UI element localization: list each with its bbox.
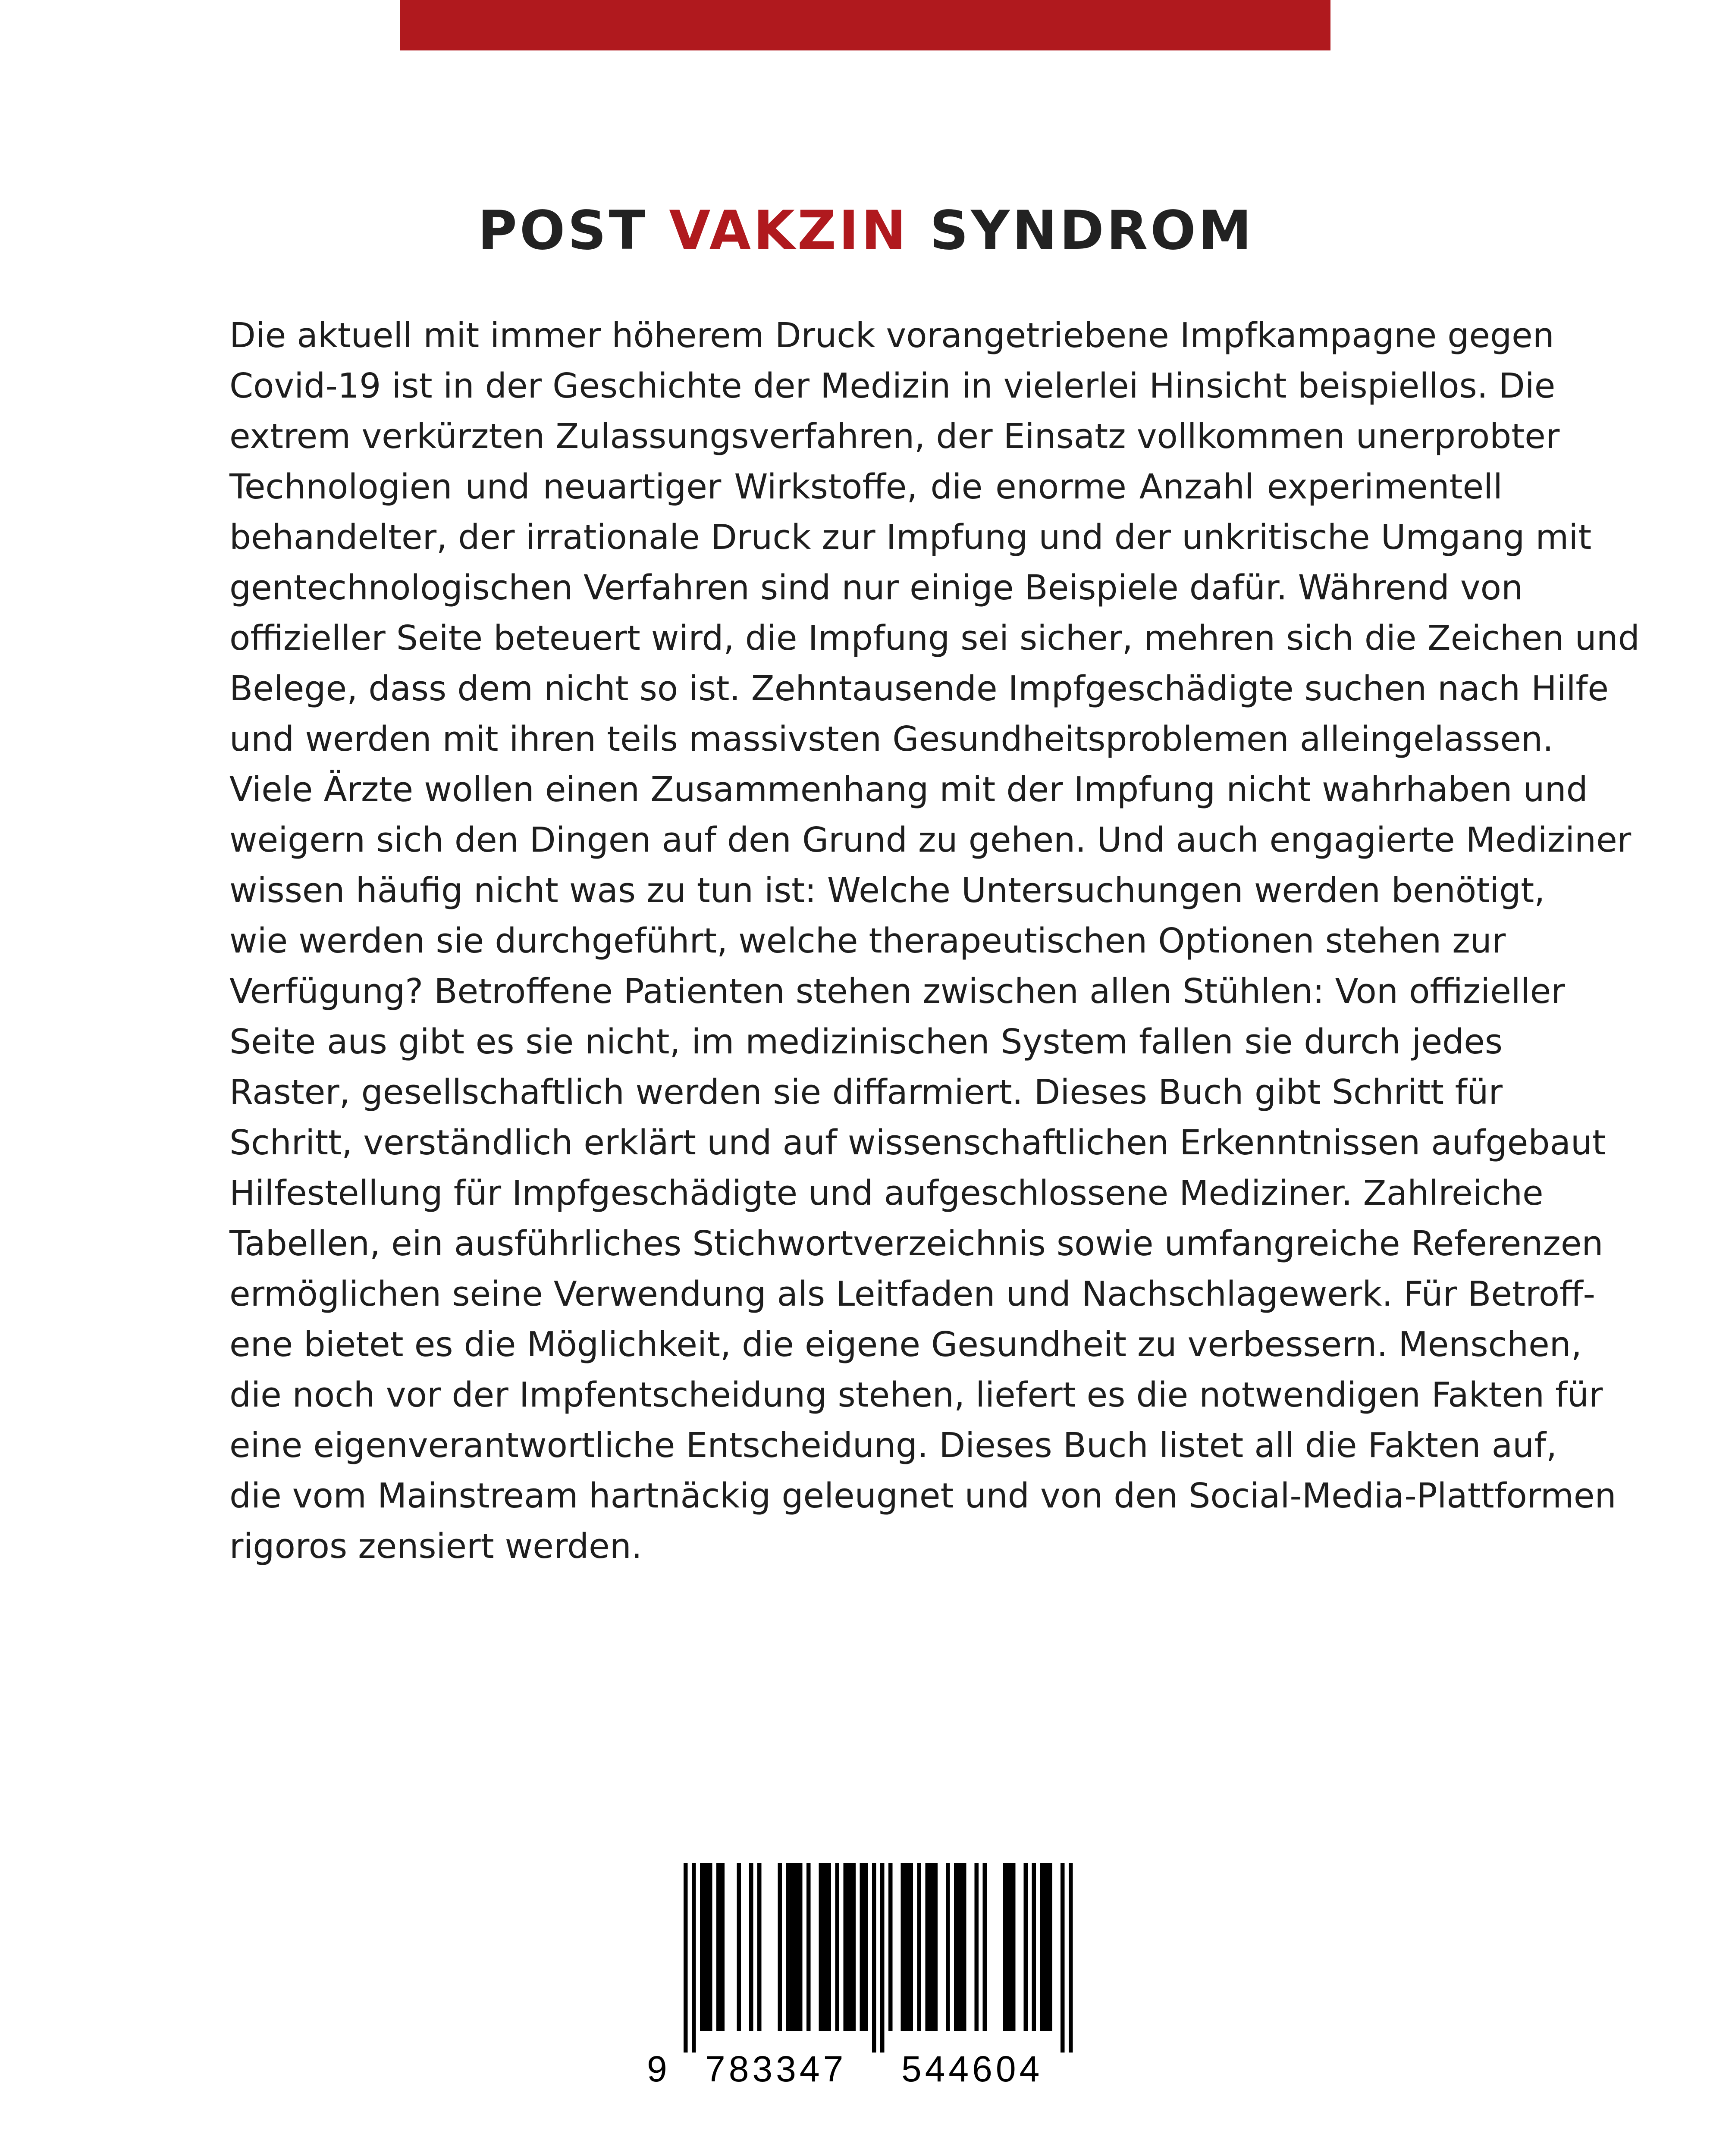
barcode-bar [704,1863,709,2031]
blurb-line: wie werden sie durchgeführt, welche therapeutischen Optionen stehen zur [229,921,1506,961]
barcode-bar [880,1863,885,2053]
blurb-line: und werden mit ihren teils massivsten Gesundheitsproblemen alleingelassen. [229,719,1554,759]
barcode-bar [794,1863,799,2031]
barcode-bar [1032,1863,1036,2031]
blurb-line: offizieller Seite beteuert wird, die Impfung sei sicher, mehren sich die Zeichen und [229,618,1640,658]
barcode-bar [1040,1863,1045,2031]
barcode-bar [929,1863,934,2031]
title-word-post: POST [477,200,648,262]
blurb-line: Hilfestellung für Impfgeschädigte und aufgeschlossene Mediziner. Zahlreiche [229,1173,1544,1213]
isbn-right-group: 544604 [901,2049,1043,2089]
barcode-bar [721,1863,725,2031]
barcode-bar [823,1863,827,2031]
top-accent-bar [400,0,1330,50]
blurb-line: rigoros zensiert werden. [229,1526,642,1566]
blurb-line: Technologien und neuartiger Wirkstoffe, die enorme Anzahl experimentell [229,467,1503,507]
barcode-bar [1011,1863,1016,2031]
barcode-bar [844,1863,848,2031]
isbn-prefix: 9 [647,2049,667,2089]
barcode-bars [647,1863,1078,2053]
barcode-bar [778,1863,782,2031]
book-title [0,196,1732,265]
blurb-line: Verfügung? Betroffene Patienten stehen zwischen allen Stühlen: Von offizieller [229,971,1565,1011]
barcode-bar [926,1863,930,2031]
blurb-line: die vom Mainstream hartnäckig geleugnet und von den Social-Media-Plattformen [229,1476,1616,1516]
barcode-bar [835,1863,840,2031]
barcode-bar [692,1863,696,2053]
blurb-line: Viele Ärzte wollen einen Zusammenhang mit der Impfung nicht wahrhaben und [229,770,1588,809]
barcode-bar [934,1863,938,2031]
title-word-syndrom: SYNDROM [929,200,1255,262]
blurb-line: Covid-19 ist in der Geschichte der Medizin in vielerlei Hinsicht beispiellos. Die [229,366,1556,406]
isbn-left-group: 783347 [705,2049,847,2089]
barcode-bar [827,1863,831,2031]
barcode-bar [708,1863,712,2031]
barcode-bar [806,1863,811,2031]
barcode-bar [786,1863,791,2031]
blurb-line: Belege, dass dem nicht so ist. Zehntausende Impfgeschädigte suchen nach Hilfe [229,669,1609,708]
blurb-line: Tabellen, ein ausführliches Stichwortverzeichnis sowie umfangreiche Referenzen [229,1224,1603,1263]
barcode-bar [975,1863,979,2031]
barcode-bar [749,1863,753,2031]
barcode-bar [1069,1863,1073,2053]
barcode-bar [700,1863,704,2031]
barcode-bar [852,1863,856,2031]
blurb-line: gentechnologischen Verfahren sind nur einige Beispiele dafür. Während von [229,568,1523,608]
barcode-bar [790,1863,794,2031]
barcode-bar [1061,1863,1065,2053]
blurb-line: extrem verkürzten Zulassungsverfahren, der Einsatz vollkommen unerprobter [229,417,1560,456]
barcode-bar [962,1863,966,2031]
barcode-bar [1003,1863,1007,2031]
blurb-line: Raster, gesellschaftlich werden sie diffarmiert. Dieses Buch gibt Schritt für [229,1072,1503,1112]
barcode-bar [1048,1863,1053,2031]
blurb-line: behandelter, der irrationale Druck zur Impfung und der unkritische Umgang mit [229,517,1592,557]
back-cover-blurb [229,310,1640,1572]
blurb-line: ene bietet es die Möglichkeit, die eigene Gesundheit zu verbessern. Menschen, [229,1325,1582,1364]
barcode-bar [684,1863,688,2053]
barcode-bar [983,1863,987,2031]
barcode-bar [946,1863,950,2031]
blurb-line: wissen häufig nicht was zu tun ist: Welche Untersuchungen werden benötigt, [229,871,1545,910]
barcode-bar [860,1863,864,2031]
barcode-bar [819,1863,823,2031]
barcode-bar [798,1863,803,2031]
isbn-barcode [647,1863,1078,2087]
barcode-bar [737,1863,741,2031]
blurb-line: Die aktuell mit immer höherem Druck vorangetriebene Impfkampagne gegen [229,316,1554,355]
blurb-line: Schritt, verständlich erklärt und auf wissenschaftlichen Erkenntnissen aufgebaut [229,1123,1606,1163]
barcode-bar [757,1863,762,2031]
blurb-line: ermöglichen seine Verwendung als Leitfaden und Nachschlagewerk. Für Betroff- [229,1274,1595,1314]
barcode-bar [901,1863,905,2031]
blurb-line: die noch vor der Impfentscheidung stehen, liefert es die notwendigen Fakten für [229,1375,1603,1415]
barcode-bar [958,1863,963,2031]
barcode-bar [847,1863,852,2031]
barcode-bar [954,1863,958,2031]
isbn-digits [647,2048,1078,2091]
barcode-bar [1007,1863,1012,2031]
blurb-line: weigern sich den Dingen auf den Grund zu gehen. Und auch engagierte Mediziner [229,820,1632,860]
blurb-line: Seite aus gibt es sie nicht, im medizinischen System fallen sie durch jedes [229,1022,1503,1062]
barcode-bar [716,1863,721,2031]
barcode-bar [909,1863,913,2031]
barcode-bar [872,1863,876,2053]
barcode-bar [888,1863,893,2031]
barcode-bar [1044,1863,1048,2031]
barcode-bar [905,1863,909,2031]
title-word-vakzin: VAKZIN [669,200,909,262]
barcode-bar [864,1863,868,2031]
barcode-bar [1024,1863,1028,2031]
blurb-line: eine eigenverantwortliche Entscheidung. Dieses Buch listet all die Fakten auf, [229,1426,1557,1465]
barcode-bar [917,1863,922,2031]
